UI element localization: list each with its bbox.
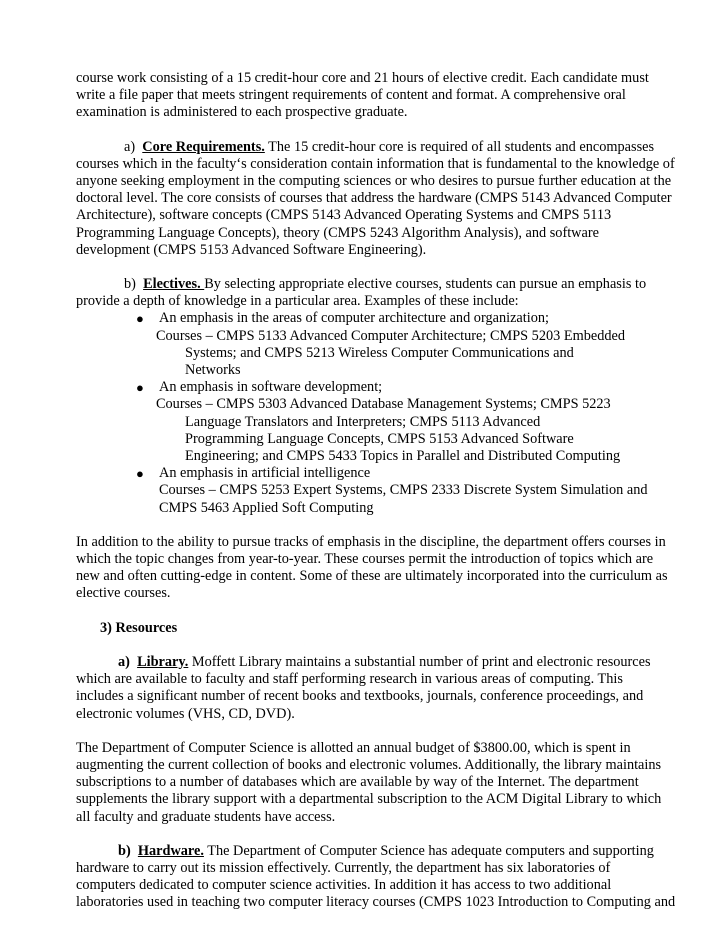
text-line: Engineering; and CMPS 5433 Topics in Parallel and Distributed Computing: [185, 448, 621, 465]
text-line: Courses – CMPS 5133 Advanced Computer Architecture; CMPS 5203 Embedded: [156, 327, 625, 344]
list-item: [76, 465, 680, 482]
text-line: subscriptions to a number of databases which are available by way of the Internet. The department: [76, 774, 639, 791]
text-line: doctoral level. The core consists of courses that address the hardware (CMPS 5143 Advanced Computer: [76, 190, 672, 207]
text-line: anyone seeking employment in the computing sciences or who desires to pursue further education at the: [76, 173, 672, 190]
list-item: [76, 310, 680, 327]
text-line: The Department of Computer Science is allotted an annual budget of $3800.00, which is spent in: [76, 739, 631, 756]
document-page: [76, 70, 680, 912]
text-line: development (CMPS 5153 Advanced Software Engineering).: [76, 241, 427, 258]
text-line: elective courses.: [76, 585, 171, 602]
text-run: The 15 credit-hour core is required of all students and encompasses: [264, 138, 655, 155]
section-marker: a): [124, 138, 136, 155]
bullet-icon: ●: [136, 311, 144, 327]
text-line: provide a depth of knowledge in a particular area. Examples of these include:: [76, 293, 519, 310]
emphasis-title: An emphasis in software development;: [159, 379, 383, 396]
electives-section: [76, 276, 680, 517]
text-line: Courses – CMPS 5253 Expert Systems, CMPS 2333 Discrete System Simulation and: [159, 482, 648, 499]
hardware-section: [76, 843, 680, 912]
text-line: CMPS 5463 Applied Soft Computing: [159, 499, 374, 516]
budget-paragraph: [76, 740, 680, 826]
core-requirements-heading: Core Requirements.: [142, 138, 265, 155]
text-line: Networks: [185, 362, 241, 379]
library-heading: Library.: [137, 653, 189, 670]
text-run: By selecting appropriate elective courses, students can pursue an emphasis to: [204, 276, 647, 293]
text-line: [76, 654, 680, 671]
text-line: which are available to faculty and staff performing research in various areas of computing. This: [76, 671, 623, 688]
text-line: write a file paper that meets stringent requirements of content and format. A comprehensive oral: [76, 87, 626, 104]
text-line: In addition to the ability to pursue tracks of emphasis in the discipline, the department offers courses in: [76, 533, 666, 550]
emphasis-title: An emphasis in artificial intelligence: [159, 465, 371, 482]
hardware-heading: Hardware.: [137, 842, 204, 859]
list-item: [76, 379, 680, 396]
text-line: hardware to carry out its mission effectively. Currently, the department has six laboratories of: [76, 859, 611, 876]
text-line: all faculty and graduate students have access.: [76, 808, 336, 825]
section-marker: a): [118, 653, 130, 670]
bullet-icon: ●: [136, 380, 144, 396]
emphasis-title: An emphasis in the areas of computer architecture and organization;: [159, 310, 549, 327]
electives-heading: Electives.: [143, 276, 205, 293]
bullet-icon: ●: [136, 466, 144, 482]
bullet-list: [76, 310, 680, 516]
core-requirements-section: [76, 139, 680, 259]
text-line: Language Translators and Interpreters; CMPS 5113 Advanced: [185, 413, 541, 430]
text-line: new and often cutting-edge in content. Some of these are ultimately incorporated into the curriculum as: [76, 568, 668, 585]
text-line: examination is administered to each prospective graduate.: [76, 104, 408, 121]
section-marker: b): [118, 842, 131, 859]
text-line: [76, 843, 680, 860]
text-line: Programming Language Concepts), theory (CMPS 5243 Algorithm Analysis), and software: [76, 224, 599, 241]
text-line: course work consisting of a 15 credit-hour core and 21 hours of elective credit. Each candidate must: [76, 70, 649, 86]
text-line: includes a significant number of recent books and textbooks, journals, conference proceedings, and: [76, 688, 644, 705]
text-line: supplements the library support with a departmental subscription to the ACM Digital Library to which: [76, 791, 662, 808]
text-line: [76, 276, 680, 293]
addition-paragraph: [76, 534, 680, 603]
text-line: Programming Language Concepts, CMPS 5153 Advanced Software: [185, 430, 574, 447]
text-line: laboratories used in teaching two computer literacy courses (CMPS 1023 Introduction to Computing and: [76, 894, 676, 911]
text-line: [76, 139, 680, 156]
text-line: computers dedicated to computer science activities. In addition it has access to two additional: [76, 877, 612, 894]
text-line: courses which in the faculty‘s consideration contain information that is fundamental to the knowledge of: [76, 155, 675, 172]
library-section: [76, 654, 680, 723]
text-line: augmenting the current collection of books and electronic volumes. Additionally, the library maintains: [76, 756, 662, 773]
text-line: electronic volumes (VHS, CD, DVD).: [76, 705, 295, 722]
text-line: Architecture), software concepts (CMPS 5143 Advanced Operating Systems and CMPS 5113: [76, 207, 612, 224]
resources-heading: 3) Resources: [100, 619, 178, 636]
text-line: which the topic changes from year-to-year. These courses permit the introduction of topics which are: [76, 551, 654, 568]
text-run: Moffett Library maintains a substantial number of print and electronic resources: [188, 653, 651, 670]
text-line: Systems; and CMPS 5213 Wireless Computer Communications and: [185, 344, 574, 361]
text-line: Courses – CMPS 5303 Advanced Database Management Systems; CMPS 5223: [156, 396, 611, 413]
section-marker: b): [124, 276, 136, 293]
text-run: The Department of Computer Science has adequate computers and supporting: [203, 842, 654, 859]
intro-paragraph: [76, 70, 680, 122]
